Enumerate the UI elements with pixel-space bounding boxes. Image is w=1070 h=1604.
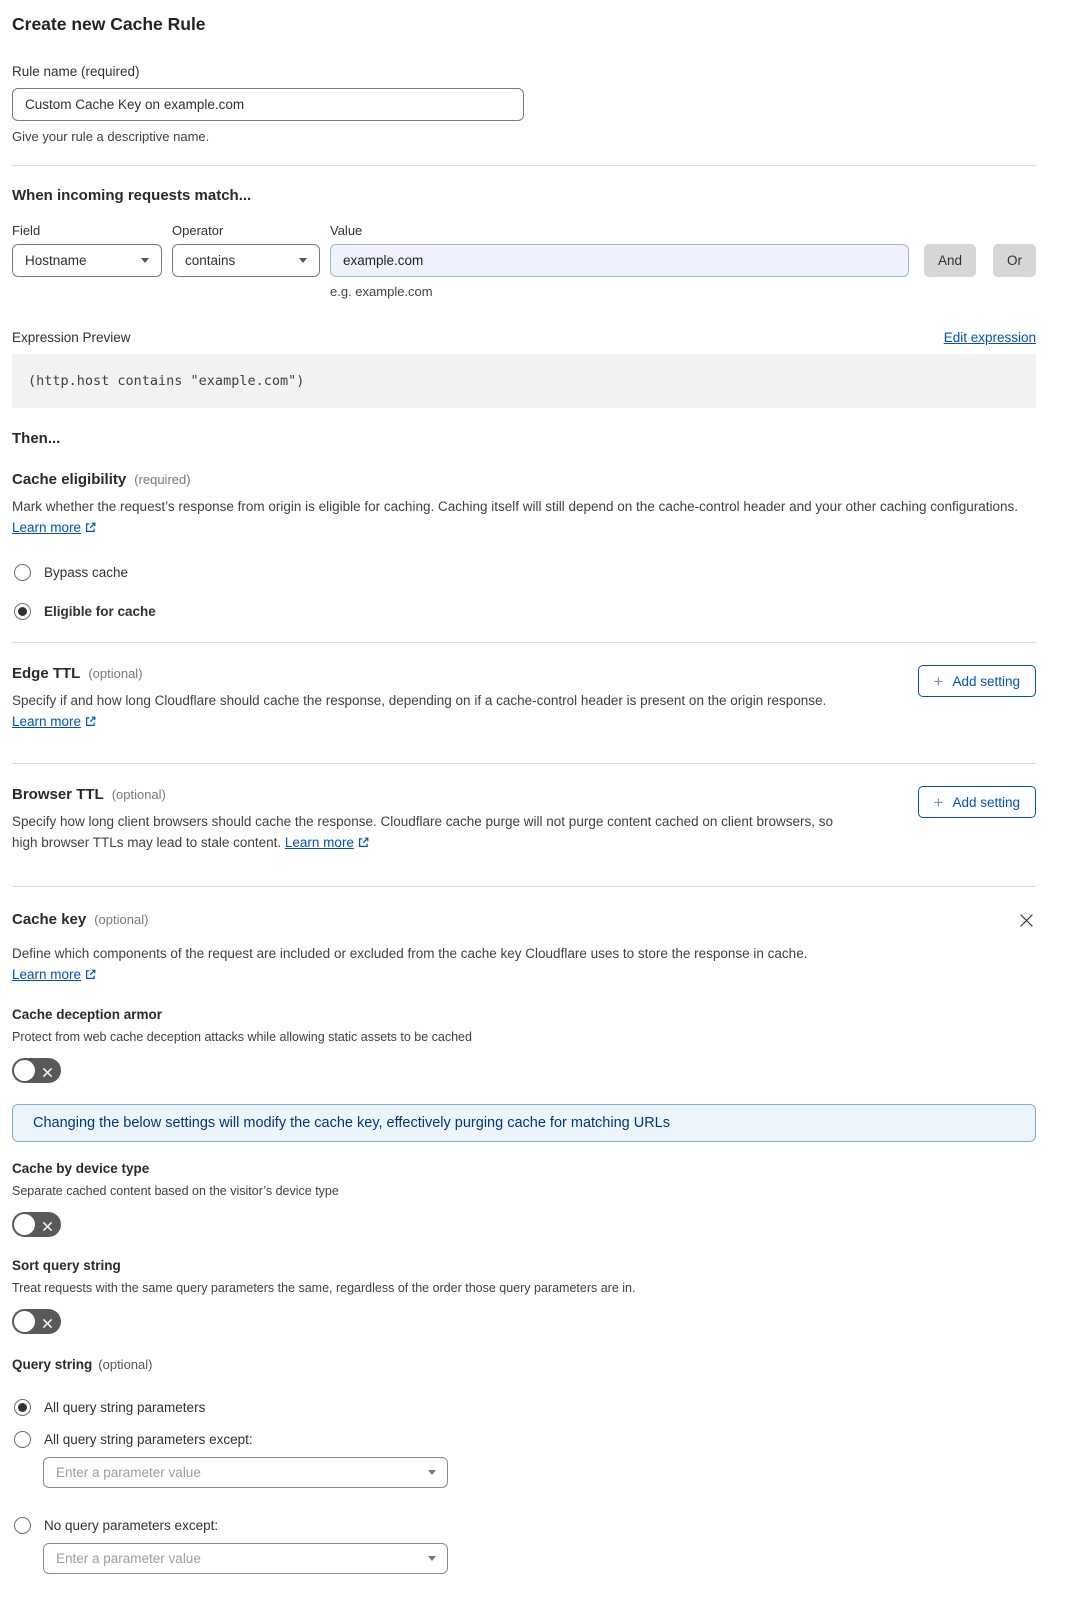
close-icon[interactable] <box>1017 911 1036 935</box>
field-label: Field <box>12 223 41 238</box>
all-query-params-label: All query string parameters <box>44 1400 206 1415</box>
external-link-icon <box>84 966 97 987</box>
edge-ttl-section <box>12 643 1036 734</box>
cache-by-device-type-description: Separate cached content based on the visitor’s device type <box>12 1184 339 1198</box>
bypass-cache-option[interactable] <box>12 564 1036 581</box>
chevron-down-icon <box>141 258 149 263</box>
optional-badge: (optional) <box>98 1357 153 1372</box>
page-title: Create new Cache Rule <box>12 14 206 34</box>
required-badge: (required) <box>134 472 191 487</box>
radio-unselected-icon <box>14 564 31 581</box>
browser-ttl-title: Browser TTL <box>12 786 104 803</box>
external-link-icon <box>357 834 370 855</box>
no-query-params-except-option[interactable] <box>12 1517 1036 1534</box>
browser-ttl-description: Specify how long client browsers should cache the response. Cloudflare cache purge will not purge content cached on client browsers, so high browser TTLs may lead to stale content. Learn more <box>12 811 844 855</box>
optional-badge: (optional) <box>88 666 143 681</box>
rule-name-help: Give your rule a descriptive name. <box>12 129 210 144</box>
cache-deception-armor-description: Protect from web cache deception attacks while allowing static assets to be cached <box>12 1030 472 1044</box>
toggle-knob <box>14 1060 35 1081</box>
query-string-block <box>12 1357 1036 1574</box>
no-query-params-except-label: No query parameters except: <box>44 1518 219 1533</box>
bypass-cache-label: Bypass cache <box>44 565 129 580</box>
divider <box>12 165 1036 166</box>
or-button[interactable]: Or <box>993 244 1036 277</box>
cache-by-device-type-block <box>12 1161 1036 1237</box>
operator-select-value: contains <box>185 253 236 268</box>
cache-eligibility-title: Cache eligibility <box>12 471 127 488</box>
no-params-except-input[interactable] <box>43 1543 448 1574</box>
except-params-input-wrap <box>43 1457 448 1488</box>
expression-preview-label: Expression Preview <box>12 330 131 345</box>
eligible-for-cache-option[interactable] <box>12 603 1036 620</box>
matcher-column-labels <box>12 223 1036 238</box>
plus-icon: + <box>933 671 944 691</box>
browser-ttl-add-setting-button[interactable]: + Add setting <box>918 786 1036 818</box>
radio-unselected-icon <box>14 1517 31 1534</box>
cache-deception-armor-block <box>12 1007 1036 1083</box>
all-query-params-except-label: All query string parameters except: <box>44 1432 253 1447</box>
expression-code: (http.host contains "example.com") <box>12 354 1036 408</box>
then-heading: Then... <box>12 430 61 447</box>
value-help: e.g. example.com <box>330 284 433 299</box>
sort-query-string-block <box>12 1258 1036 1334</box>
sort-query-string-title: Sort query string <box>12 1258 121 1273</box>
edit-expression-link[interactable]: Edit expression <box>943 330 1036 345</box>
external-link-icon <box>84 519 97 540</box>
sort-query-string-description: Treat requests with the same query parameters the same, regardless of the order those query parameters are in. <box>12 1281 636 1295</box>
toggle-off-icon <box>42 1219 53 1237</box>
field-select-value: Hostname <box>25 253 87 268</box>
operator-label: Operator <box>172 223 224 238</box>
external-link-icon <box>84 713 97 734</box>
and-button[interactable]: And <box>924 244 976 277</box>
toggle-off-icon <box>42 1065 53 1083</box>
all-query-params-option[interactable] <box>12 1399 1036 1416</box>
cache-eligibility-description: Mark whether the request’s response from origin is eligible for caching. Caching itself will still depend on the cache-control header and your other caching configurations. Learn more <box>12 496 1036 540</box>
edge-ttl-add-setting-button[interactable]: + Add setting <box>918 665 1036 697</box>
learn-more-link[interactable]: Learn more <box>12 714 82 729</box>
cache-key-warning-banner: Changing the below settings will modify the cache key, effectively purging cache for matching URLs <box>12 1104 1036 1142</box>
cache-deception-armor-toggle[interactable] <box>12 1058 61 1083</box>
cache-deception-armor-title: Cache deception armor <box>12 1007 163 1022</box>
cache-by-device-type-title: Cache by device type <box>12 1161 150 1176</box>
no-params-except-input-wrap <box>43 1543 448 1574</box>
rule-name-input[interactable] <box>12 88 524 121</box>
learn-more-link[interactable]: Learn more <box>284 835 354 850</box>
edge-ttl-title: Edge TTL <box>12 665 81 682</box>
operator-select[interactable] <box>172 244 320 277</box>
match-heading: When incoming requests match... <box>12 187 252 204</box>
cache-key-learn-more-row <box>12 964 1036 987</box>
field-select[interactable] <box>12 244 162 277</box>
radio-unselected-icon <box>14 1431 31 1448</box>
value-input[interactable] <box>330 244 909 277</box>
edge-ttl-description: Specify if and how long Cloudflare should cache the response, depending on if a cache-control header is present on the origin response. Learn more <box>12 690 844 734</box>
eligible-for-cache-label: Eligible for cache <box>44 604 156 619</box>
radio-selected-icon <box>14 603 31 620</box>
chevron-down-icon <box>299 258 307 263</box>
plus-icon: + <box>933 792 944 812</box>
chevron-down-icon <box>428 1556 436 1561</box>
sort-query-string-toggle[interactable] <box>12 1309 61 1334</box>
matcher-row <box>12 244 1036 277</box>
cache-key-title: Cache key <box>12 911 87 928</box>
rule-name-label: Rule name (required) <box>12 64 140 79</box>
optional-badge: (optional) <box>111 787 166 802</box>
optional-badge: (optional) <box>94 912 149 927</box>
all-query-params-except-option[interactable] <box>12 1431 1036 1448</box>
cache-eligibility-section <box>12 471 1036 620</box>
chevron-down-icon <box>428 1470 436 1475</box>
cache-key-description: Define which components of the request are included or excluded from the cache key Cloudflare uses to store the response in cache. <box>12 946 808 961</box>
radio-selected-icon <box>14 1399 31 1416</box>
value-label: Value <box>330 223 363 238</box>
query-string-title: Query string <box>12 1357 93 1372</box>
browser-ttl-section <box>12 764 1036 855</box>
learn-more-link[interactable]: Learn more <box>12 520 82 535</box>
toggle-knob <box>14 1311 35 1332</box>
learn-more-link[interactable]: Learn more <box>12 967 82 982</box>
expression-preview-row <box>12 330 1036 345</box>
toggle-knob <box>14 1214 35 1235</box>
cache-key-section <box>12 887 1036 1574</box>
cache-by-device-type-toggle[interactable] <box>12 1212 61 1237</box>
except-params-input[interactable] <box>43 1457 448 1488</box>
toggle-off-icon <box>42 1316 53 1334</box>
